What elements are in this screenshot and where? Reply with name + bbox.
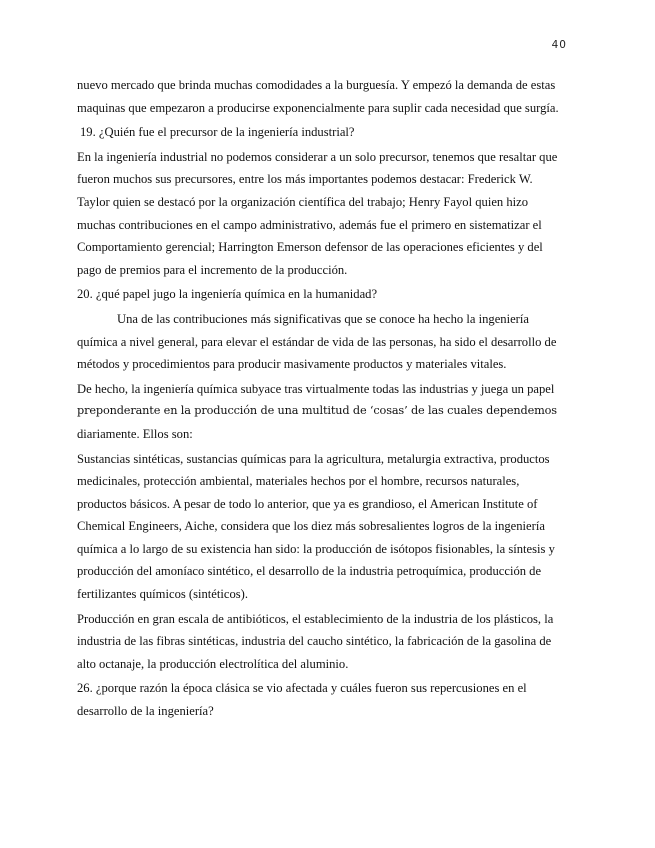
text-line: En la ingeniería industrial no podemos considerar a un solo precursor, tenemos que resaltar que	[77, 149, 558, 164]
text-line: 19. ¿Quién fue el precursor de la ingeniería industrial?	[80, 125, 355, 140]
text-line: Una de las contribuciones más significativas que se conoce ha hecho la ingeniería	[117, 311, 529, 326]
text-line: fertilizantes químicos (sintéticos).	[77, 587, 249, 602]
paragraph-synthetic-substances	[77, 448, 577, 606]
text-line: muchas contribuciones en el campo administrativo, además fue el primero en sistematizar el	[77, 217, 542, 232]
text-line: productos básicos. A pesar de todo lo anterior, que ya es grandioso, el American Institute of	[77, 496, 538, 511]
text-line: alto octanaje, la producción electrolítica del aluminio.	[77, 656, 349, 671]
text-line: química a lo largo de su existencia han sido: la producción de isótopos fisionables, la síntesis y	[77, 541, 555, 556]
text-line: 20. ¿qué papel jugo la ingeniería química en la humanidad?	[77, 287, 378, 302]
document-body	[77, 74, 577, 725]
text-line: Producción en gran escala de antibióticos, el establecimiento de la industria de los plásticos, la	[77, 611, 554, 626]
paragraph-large-scale-production	[77, 608, 577, 676]
text-line: pago de premios para el incremento de la producción.	[77, 262, 348, 277]
text-line: desarrollo de la ingeniería?	[77, 704, 214, 719]
text-line: producción del amoníaco sintético, el desarrollo de la industria petroquímica, producción de	[77, 564, 542, 579]
paragraph-industrial-precursors	[77, 146, 577, 282]
text-line: diariamente. Ellos son:	[77, 426, 193, 441]
text-line: De hecho, la ingeniería química subyace tras virtualmente todas las industrias y juega un papel	[77, 381, 555, 396]
text-line: Comportamiento gerencial; Harrington Emerson defensor de las operaciones eficientes y del	[77, 240, 543, 255]
text-line: industria de las fibras sintéticas, industria del caucho sintético, la fabricación de la gasolina de	[77, 634, 552, 649]
page-number: 40	[551, 39, 567, 51]
text-line: medicinales, protección ambiental, materiales hechos por el hombre, recursos naturales,	[77, 474, 520, 489]
text-line: métodos y procedimientos para producir masivamente productos y materiales vitales.	[77, 357, 507, 372]
question-26-heading	[77, 677, 577, 722]
text-line: Chemical Engineers, Aiche, considera que los diez más sobresalientes logros de la ingeniería	[77, 519, 545, 534]
text-line: Taylor quien se destacó por la organización científica del trabajo; Henry Fayol quien hizo	[77, 194, 529, 209]
text-line: preponderante en la producción de una multitud de ‘cosas’ de las cuales dependemos	[77, 404, 557, 418]
question-20-heading	[77, 283, 577, 306]
paragraph-chemical-contributions	[77, 308, 577, 376]
text-line: maquinas que empezaron a producirse exponencialmente para suplir cada necesidad que surgía.	[77, 100, 559, 115]
paragraph-steam-market	[77, 74, 577, 119]
text-line: Sustancias sintéticas, sustancias químicas para la agricultura, metalurgia extractiva, productos	[77, 451, 550, 466]
text-line: 26. ¿porque razón la época clásica se vio afectada y cuáles fueron sus repercusiones en el	[77, 681, 527, 696]
text-line: fueron muchos sus precursores, entre los más importantes podemos destacar: Frederick W.	[77, 172, 533, 187]
text-line: nuevo mercado que brinda muchas comodidades a la burguesía. Y empezó la demanda de estas	[77, 78, 556, 92]
text-line: química a nivel general, para elevar el estándar de vida de las personas, ha sido el desarrollo de	[77, 334, 557, 349]
paragraph-chemical-role	[77, 378, 577, 446]
question-19-heading	[77, 121, 577, 144]
